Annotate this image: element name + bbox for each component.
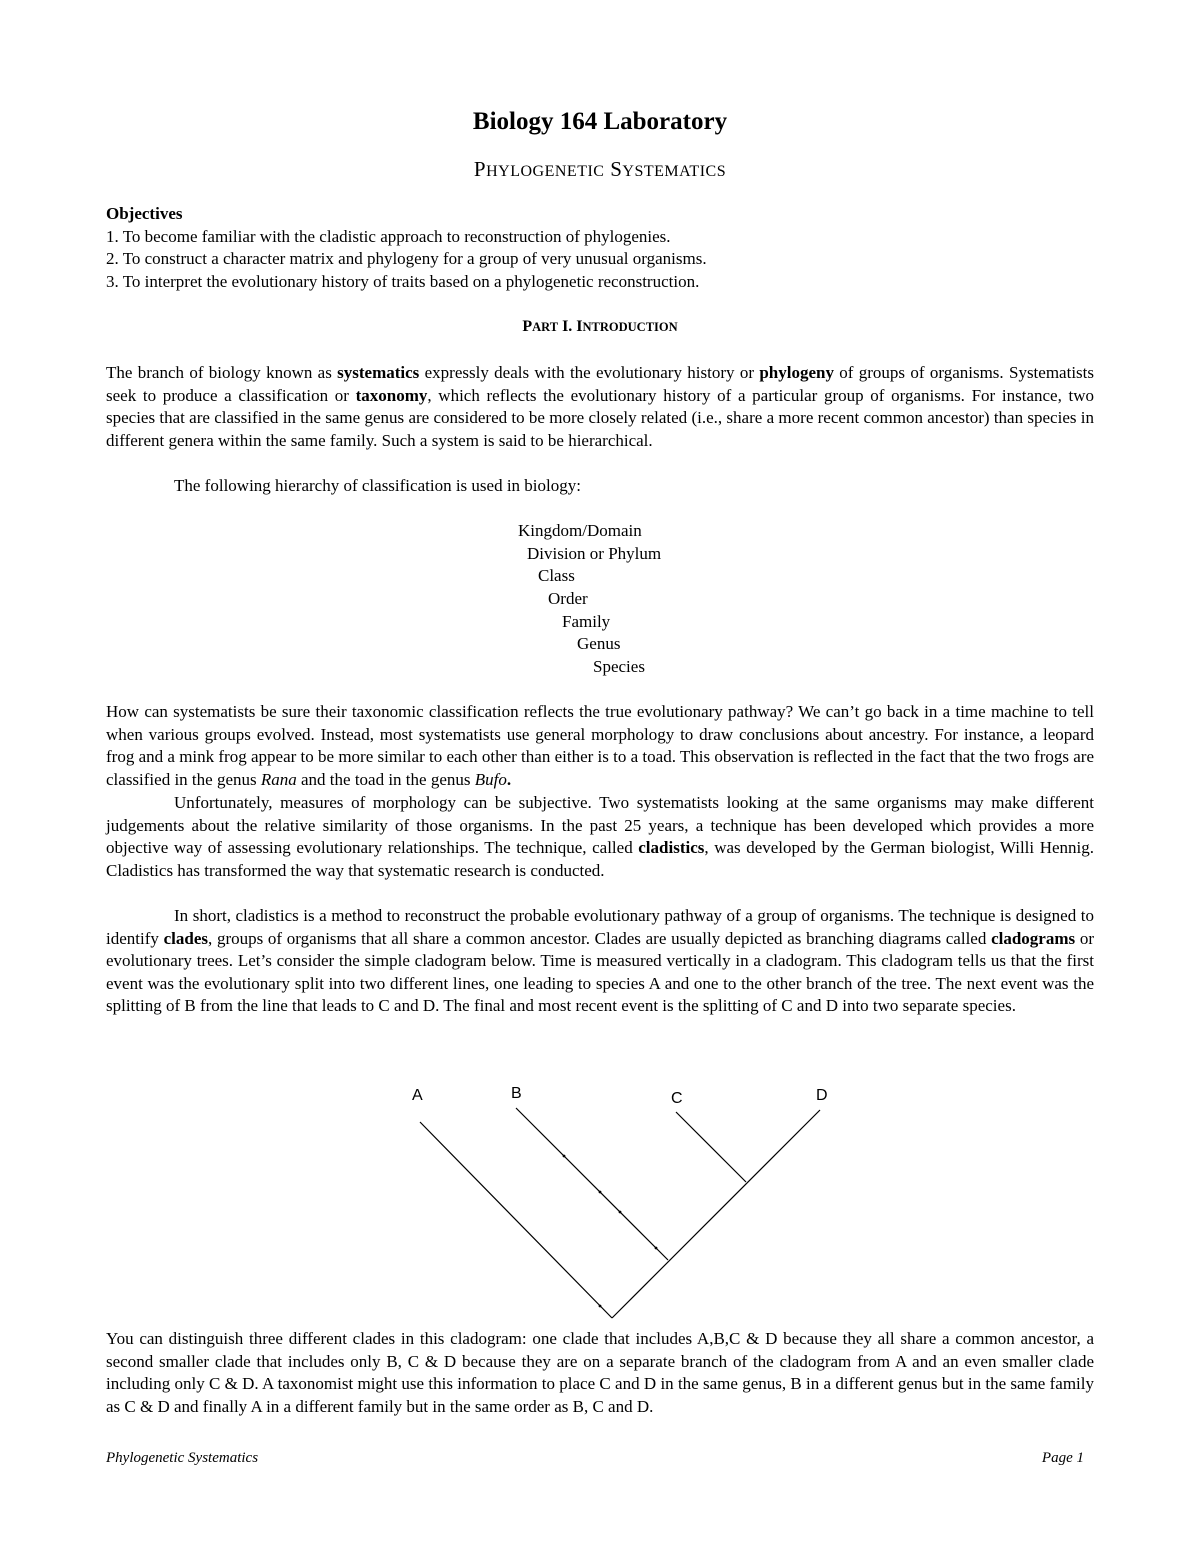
branch-dot — [599, 1191, 602, 1194]
cladogram-label-c: C — [671, 1090, 683, 1107]
objective-item: 1. To become familiar with the cladistic approach to reconstruction of phylogenies. — [106, 226, 671, 246]
text-run: , which reflects the evolutionary history of a particular group of organisms. For instance, two species that are classified in the same genus are considered to be more closely related (i.e., share a more recent common ancestor) than species in different genera within the same family. Such a system is said to be hierarchical. — [106, 385, 1095, 450]
term-systematics: systematics — [337, 363, 420, 382]
branch-dot — [599, 1305, 602, 1308]
morphology-paragraph — [106, 701, 1094, 791]
cladogram-label-d: D — [816, 1087, 828, 1104]
text-run: or evolutionary trees. Let’s consider the simple cladogram below. Time is measured vertically in a cladogram. This cladogram tells us that the first event was the evolutionary split into two different lines, one leading to species A and one to the other branch of the tree. The next event was the splitting of B from the line that leads to C and D. The final and most recent event is the splitting of C and D into two separate species. — [106, 928, 1094, 1016]
branch-c — [676, 1112, 746, 1182]
term-clades: clades — [163, 928, 208, 948]
cladogram-label-a: A — [412, 1087, 423, 1104]
hierarchy-level: Order — [548, 589, 588, 608]
part-heading — [0, 318, 1200, 336]
branch-a — [420, 1122, 612, 1318]
part-heading-intro: NTRODUCTION — [582, 320, 678, 334]
branch-b — [516, 1108, 668, 1260]
text-run: In short, cladistics is a method to reconstruct the probable evolutionary pathway of a group of organisms. The technique is designed to identify — [106, 906, 1094, 948]
text-run: The branch of biology known as — [106, 363, 338, 382]
hierarchy-level: Genus — [577, 634, 621, 653]
text-run: How can systematists be sure their taxonomic classification reflects the true evolutionary pathway? We can’t go back in a time machine to tell when various groups evolved. Instead, most systematists use general morphology to draw conclusions about ancestry. For instance, a leopard frog and a mink frog appear to be more similar to each other than either is to a toad. This observation is reflected in the fact that the two frogs are classified in the genus — [106, 702, 1094, 789]
subtitle-rest-1: HYLOGENETIC — [486, 163, 605, 180]
branch-dot — [619, 1211, 622, 1214]
clades-summary-paragraph: You can distinguish three different clades in this cladogram: one clade that includes A,B,C & D because they all share a common ancestor, a second smaller clade that includes only B, C & D because they are on a separate branch of the cladogram from A and an even smaller clade including only C & D. A taxonomist might use this information to place C and D in the same genus, B in a different genus but in the same family as C & D and finally A in a different family but in the same order as B, C and D. — [106, 1329, 1094, 1416]
objective-item: 3. To interpret the evolutionary history of traits based on a phylogenetic reconstruction. — [106, 271, 700, 291]
page-title: Biology 164 Laboratory — [472, 108, 728, 135]
text-run: . — [506, 769, 512, 789]
footer-page-number: Page 1 — [1041, 1450, 1084, 1466]
hierarchy-level: Family — [562, 612, 611, 631]
page-subtitle — [0, 157, 1200, 182]
branch-dot — [655, 1247, 658, 1250]
hierarchy-level: Division or Phylum — [527, 544, 662, 563]
text-run: expressly deals with the evolutionary history or — [419, 363, 760, 382]
intro-paragraph — [106, 362, 1094, 452]
text-run: and the toad in the genus — [296, 769, 475, 789]
objectives-section — [106, 203, 1096, 293]
term-cladistics: cladistics — [638, 838, 705, 858]
part-heading-rest: ART — [532, 320, 559, 334]
term-cladograms: cladograms — [991, 928, 1076, 948]
branch-dot — [563, 1155, 566, 1158]
hierarchy-intro: The following hierarchy of classification is used in biology: — [174, 476, 581, 495]
subtitle-initial-s: S — [610, 157, 623, 181]
genus-rana: Rana — [260, 769, 297, 789]
part-heading-initial: P — [522, 318, 533, 335]
term-phylogeny: phylogeny — [759, 363, 834, 382]
subtitle-initial-p: P — [473, 157, 487, 181]
text-run: , was developed by the German biologist, Willi Hennig. Cladistics has transformed the way that systematic research is conducted. — [106, 838, 1094, 880]
term-taxonomy: taxonomy — [355, 385, 428, 405]
genus-bufo: Bufo — [474, 769, 507, 789]
hierarchy-level: Kingdom/Domain — [518, 521, 642, 540]
text-run: of groups of organisms. Systematists seek to produce a classification or — [106, 363, 1094, 405]
hierarchy-level: Class — [538, 566, 575, 585]
objective-item: 2. To construct a character matrix and phylogeny for a group of very unusual organisms. — [106, 249, 707, 268]
text-run: , groups of organisms that all share a common ancestor. Clades are usually depicted as branching diagrams called — [207, 928, 992, 948]
part-heading-number: I. I — [558, 318, 583, 335]
subtitle-rest-2: YSTEMATICS — [622, 163, 727, 180]
cladistics-paragraph — [106, 792, 1094, 882]
objectives-heading: Objectives — [106, 204, 183, 223]
branch-d — [612, 1110, 820, 1318]
footer-title: Phylogenetic Systematics — [106, 1450, 259, 1466]
cladogram-diagram — [380, 1070, 860, 1320]
clades-paragraph — [106, 905, 1094, 1018]
cladogram-label-b: B — [511, 1085, 522, 1102]
text-run: Unfortunately, measures of morphology can be subjective. Two systematists looking at the same organisms may make different judgements about the relative similarity of those organisms. In the past 25 years, a technique has been developed which provides a more objective way of assessing evolutionary relationships. The technique, called — [106, 793, 1094, 858]
hierarchy-level: Species — [593, 657, 645, 676]
